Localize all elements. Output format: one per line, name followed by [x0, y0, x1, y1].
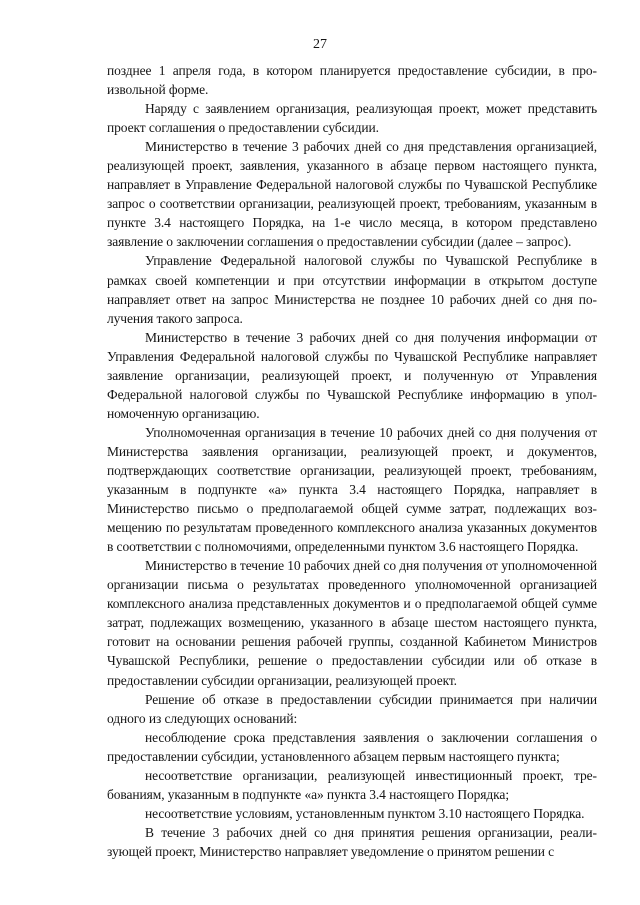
page-number: 27	[313, 37, 327, 52]
paragraph: Управление Федеральной налоговой службы по Чувашской Республике в рамках своей компетенции и при отсутствии информации в открытом доступе направляет ответ на запрос Министерства не позднее 10 рабочих дней со дня получения такого запроса.	[107, 253, 597, 326]
list-item-reason: несоблюдение срока представления заявления о заключении соглашения о предоставлении субсидии, установленного абзацем первым настоящего пункта;	[107, 729, 597, 764]
list-item-reason: несоответствие организации, реализующей инвестиционный проект, требованиям, указанным в подпункте «а» пункта 3.4 настоящего Порядка;	[107, 767, 597, 802]
paragraph-continuation: позднее 1 апреля года, в котором планируется предоставление субсидии, в произвольной форме.	[107, 63, 597, 98]
paragraph: Министерство в течение 3 рабочих дней со дня представления организацией, реализующей проект, заявления, указанного в абзаце первом настоящего пункта, направляет в Управление Федеральной налоговой службы по Чувашской Республике запрос о соответствии организации, реализующей проект, требованиям, указанным в пункте 3.4 настоящего Порядка, на 1-е число месяца, в котором представлено заявление о заключении соглашения о предоставлении субсидии (далее – запрос).	[107, 139, 597, 250]
paragraph: Министерство в течение 3 рабочих дней со дня получения информации от Управления Федеральной налоговой службы по Чувашской Республике направляет заявление организации, реализующей проект, и полученную от Управления Федеральной налоговой службы по Чувашской Республике информацию в уполномоченную организацию.	[107, 329, 597, 421]
document-body	[107, 61, 597, 861]
paragraph: Решение об отказе в предоставлении субсидии принимается при наличии одного из следующих оснований:	[107, 691, 597, 726]
paragraph: В течение 3 рабочих дней со дня принятия решения организации, реализующей проект, Министерство направляет уведомление о принятом решении с	[107, 824, 597, 859]
list-item-reason: несоответствие условиям, установленным пунктом 3.10 настоящего Порядка.	[145, 805, 585, 821]
paragraph: Министерство в течение 10 рабочих дней со дня получения от уполномоченной организации письма о результатах проведенного уполномоченной организацией комплексного анализа представленных документов и о предполагаемой общей сумме затрат, подлежащих возмещению, указанного в абзаце шестом настоящего пункта, готовит на основании решения рабочей группы, созданной Кабинетом Министров Чувашской Республики, решение о предоставлении субсидии или об отказе в предоставлении субсидии организации, реализующей проект.	[107, 558, 597, 688]
paragraph: Наряду с заявлением организация, реализующая проект, может представить проект соглашения о предоставлении субсидии.	[107, 101, 597, 136]
paragraph: Уполномоченная организация в течение 10 рабочих дней со дня получения от Министерства заявления организации, реализующей проект, и документов, подтверждающих соответствие организации, реализующей проект, требованиям, указанным в подпункте «а» пункта 3.4 настоящего Порядка, направляет в Министерство письмо о предполагаемой общей сумме затрат, подлежащих возмещению по результатам проведенного комплексного анализа указанных документов в соответствии с полномочиями, определенными пунктом 3.6 настоящего Порядка.	[107, 424, 597, 555]
